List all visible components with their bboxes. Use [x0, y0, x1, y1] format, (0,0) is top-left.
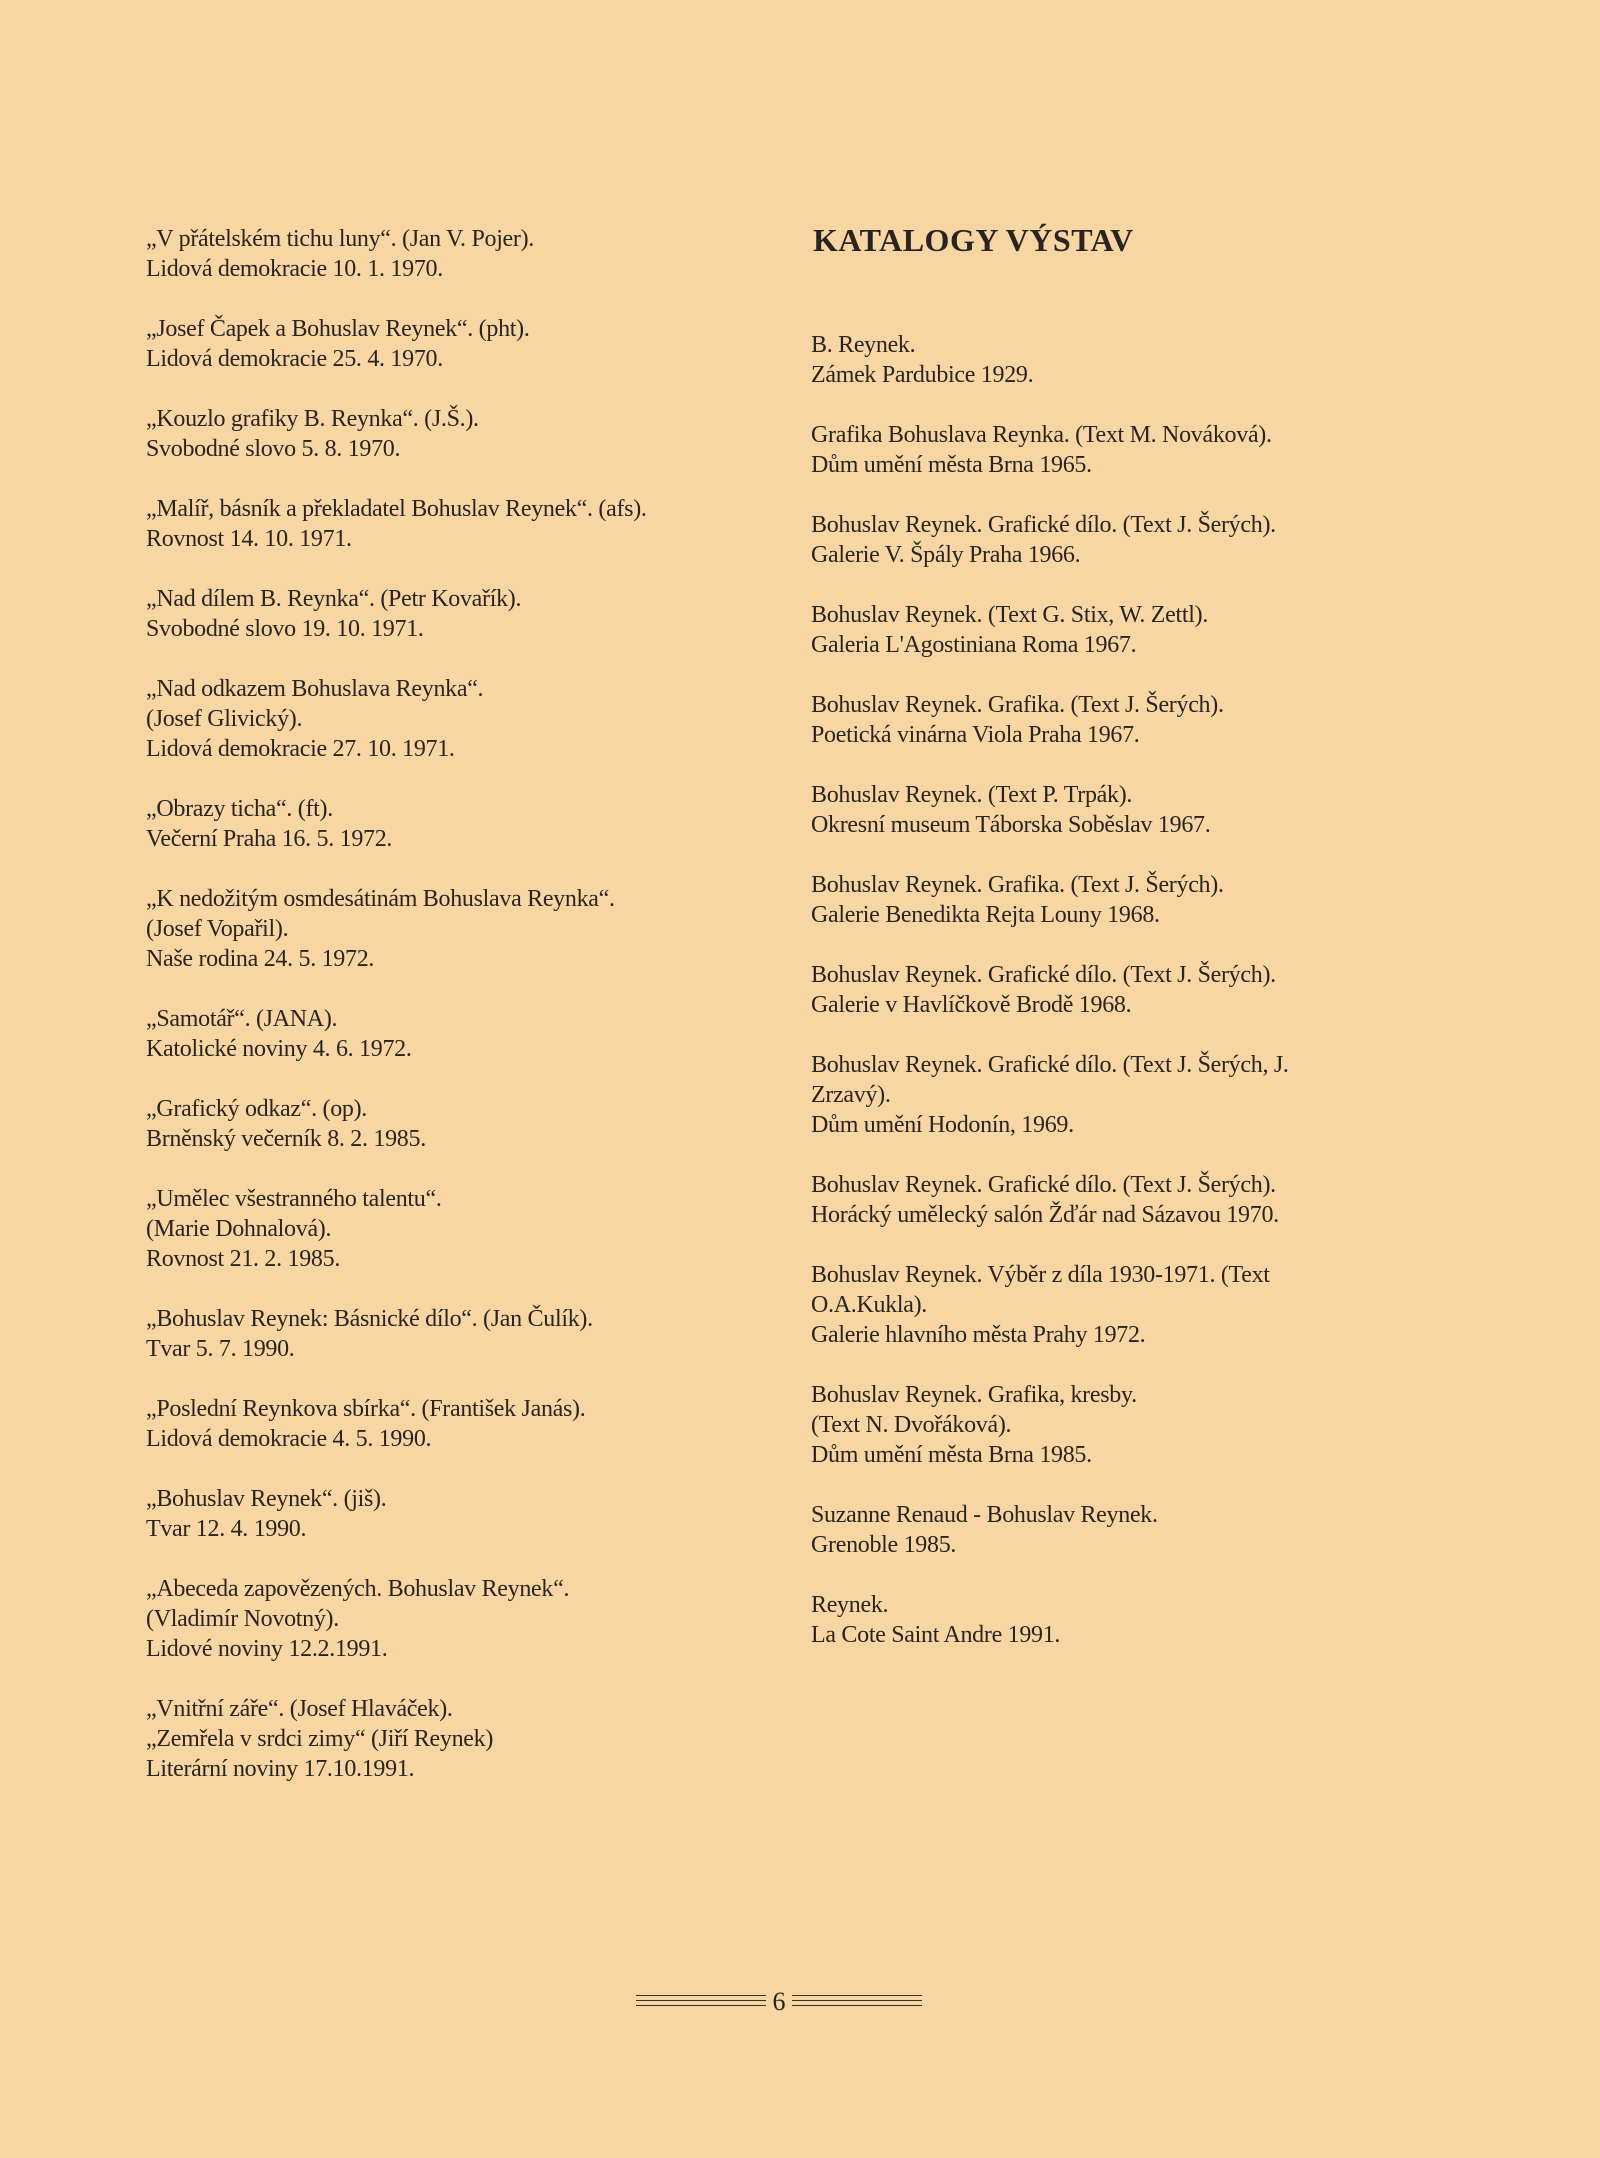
article-line: „Grafický odkaz“. (op). — [146, 1096, 367, 1122]
catalog-entry — [811, 870, 1411, 930]
footer-rule-right — [792, 1995, 922, 2009]
catalog-line: Dům umění Hodonín, 1969. — [811, 1112, 1074, 1138]
catalog-entry — [811, 1590, 1411, 1650]
article-line: Lidové noviny 12.2.1991. — [146, 1636, 388, 1662]
page-number: 6 — [772, 1987, 786, 2016]
catalog-line: Galerie hlavního města Prahy 1972. — [811, 1322, 1146, 1348]
catalog-line: B. Reynek. — [811, 332, 916, 358]
article-entry — [146, 1184, 786, 1274]
article-line: „Samotář“. (JANA). — [146, 1006, 338, 1032]
article-entry — [146, 1304, 786, 1364]
article-entry — [146, 1004, 786, 1064]
article-line: Naše rodina 24. 5. 1972. — [146, 946, 375, 972]
catalog-line: Bohuslav Reynek. Grafika. (Text J. Šerých). — [811, 692, 1224, 718]
catalog-line: Galerie v Havlíčkově Brodě 1968. — [811, 992, 1132, 1018]
catalog-line: Horácký umělecký salón Žďár nad Sázavou 1970. — [811, 1202, 1279, 1228]
article-line: „Umělec všestranného talentu“. — [146, 1186, 442, 1212]
article-entry — [146, 584, 786, 644]
article-line: Svobodné slovo 5. 8. 1970. — [146, 436, 401, 462]
catalog-line: Grenoble 1985. — [811, 1532, 957, 1558]
article-line: (Marie Dohnalová). — [146, 1216, 332, 1242]
catalog-line: Dům umění města Brna 1985. — [811, 1442, 1092, 1468]
catalog-line: Bohuslav Reynek. (Text G. Stix, W. Zettl). — [811, 602, 1209, 628]
catalog-entry — [811, 1500, 1411, 1560]
article-line: Brněnský večerník 8. 2. 1985. — [146, 1126, 426, 1152]
articles-column — [146, 224, 786, 1814]
catalog-line: Dům umění města Brna 1965. — [811, 452, 1092, 478]
catalog-entry — [811, 510, 1411, 570]
article-line: Lidová demokracie 4. 5. 1990. — [146, 1426, 432, 1452]
article-entry — [146, 404, 786, 464]
article-line: „Vnitřní záře“. (Josef Hlaváček). — [146, 1696, 453, 1722]
catalog-entry — [811, 1260, 1411, 1350]
catalogs-column — [811, 330, 1411, 1680]
catalog-line: Galerie V. Špály Praha 1966. — [811, 542, 1081, 568]
article-line: Katolické noviny 4. 6. 1972. — [146, 1036, 412, 1062]
article-entry — [146, 1694, 786, 1784]
catalog-line: Okresní museum Táborska Soběslav 1967. — [811, 812, 1211, 838]
catalog-entry — [811, 600, 1411, 660]
article-entry — [146, 314, 786, 374]
catalog-line: Bohuslav Reynek. Grafické dílo. (Text J. Šerých). — [811, 512, 1276, 538]
article-entry — [146, 1484, 786, 1544]
article-line: Lidová demokracie 27. 10. 1971. — [146, 736, 455, 762]
article-line: Rovnost 21. 2. 1985. — [146, 1246, 341, 1272]
catalogs-heading: KATALOGY VÝSTAV — [813, 222, 1134, 258]
catalog-line: Reynek. — [811, 1592, 889, 1618]
article-line: „Malíř, básník a překladatel Bohuslav Reynek“. (afs). — [146, 496, 647, 522]
catalog-entry — [811, 1170, 1411, 1230]
catalog-line: Bohuslav Reynek. Grafické dílo. (Text J. Šerých). — [811, 962, 1276, 988]
catalog-line: Bohuslav Reynek. (Text P. Trpák). — [811, 782, 1133, 808]
article-entry — [146, 1574, 786, 1664]
catalog-line: (Text N. Dvořáková). — [811, 1412, 1012, 1438]
article-line: Tvar 12. 4. 1990. — [146, 1516, 307, 1542]
article-entry — [146, 884, 786, 974]
catalog-line: Bohuslav Reynek. Grafické dílo. (Text J. Šerých). — [811, 1172, 1276, 1198]
article-line: Svobodné slovo 19. 10. 1971. — [146, 616, 424, 642]
article-line: Lidová demokracie 10. 1. 1970. — [146, 256, 443, 282]
article-line: (Josef Glivický). — [146, 706, 303, 732]
catalog-line: Zrzavý). — [811, 1082, 891, 1108]
article-line: „V přátelském tichu luny“. (Jan V. Pojer). — [146, 226, 534, 252]
catalog-entry — [811, 1050, 1411, 1140]
article-line: „K nedožitým osmdesátinám Bohuslava Reynka“. — [146, 886, 615, 912]
catalog-entry — [811, 1380, 1411, 1470]
article-line: „Josef Čapek a Bohuslav Reynek“. (pht). — [146, 316, 530, 342]
catalog-entry — [811, 420, 1411, 480]
catalog-entry — [811, 690, 1411, 750]
catalog-line: Bohuslav Reynek. Grafické dílo. (Text J. Šerých, J. — [811, 1052, 1289, 1078]
article-entry — [146, 674, 786, 764]
article-line: „Nad odkazem Bohuslava Reynka“. — [146, 676, 484, 702]
catalog-line: Suzanne Renaud - Bohuslav Reynek. — [811, 1502, 1158, 1528]
catalog-entry — [811, 780, 1411, 840]
article-entry — [146, 224, 786, 284]
article-line: Večerní Praha 16. 5. 1972. — [146, 826, 393, 852]
article-line: (Josef Vopařil). — [146, 916, 289, 942]
catalog-line: Poetická vinárna Viola Praha 1967. — [811, 722, 1140, 748]
article-line: „Abeceda zapovězených. Bohuslav Reynek“. — [146, 1576, 570, 1602]
article-line: Lidová demokracie 25. 4. 1970. — [146, 346, 443, 372]
article-entry — [146, 794, 786, 854]
catalog-line: Galeria L'Agostiniana Roma 1967. — [811, 632, 1137, 658]
article-line: „Bohuslav Reynek“. (jiš). — [146, 1486, 387, 1512]
article-line: „Nad dílem B. Reynka“. (Petr Kovařík). — [146, 586, 522, 612]
catalog-line: Bohuslav Reynek. Výběr z díla 1930-1971. (Text — [811, 1262, 1270, 1288]
article-line: Rovnost 14. 10. 1971. — [146, 526, 352, 552]
article-line: „Kouzlo grafiky B. Reynka“. (J.Š.). — [146, 406, 479, 432]
catalog-line: O.A.Kukla). — [811, 1292, 928, 1318]
catalog-line: La Cote Saint Andre 1991. — [811, 1622, 1061, 1648]
article-line: Literární noviny 17.10.1991. — [146, 1756, 415, 1782]
catalog-line: Zámek Pardubice 1929. — [811, 362, 1034, 388]
article-line: „Zemřela v srdci zimy“ (Jiří Reynek) — [146, 1726, 494, 1752]
page-footer — [0, 1985, 1600, 2019]
article-line: „Obrazy ticha“. (ft). — [146, 796, 333, 822]
catalog-line: Bohuslav Reynek. Grafika, kresby. — [811, 1382, 1137, 1408]
article-entry — [146, 1394, 786, 1454]
article-line: „Poslední Reynkova sbírka“. (František Janás). — [146, 1396, 586, 1422]
article-line: „Bohuslav Reynek: Básnické dílo“. (Jan Čulík). — [146, 1306, 593, 1332]
footer-rule-left — [636, 1995, 766, 2009]
catalog-entry — [811, 960, 1411, 1020]
article-line: (Vladimír Novotný). — [146, 1606, 339, 1632]
catalog-line: Galerie Benedikta Rejta Louny 1968. — [811, 902, 1160, 928]
catalog-line: Bohuslav Reynek. Grafika. (Text J. Šerých). — [811, 872, 1224, 898]
article-entry — [146, 1094, 786, 1154]
catalog-line: Grafika Bohuslava Reynka. (Text M. Nováková). — [811, 422, 1272, 448]
catalog-entry — [811, 330, 1411, 390]
article-line: Tvar 5. 7. 1990. — [146, 1336, 295, 1362]
article-entry — [146, 494, 786, 554]
